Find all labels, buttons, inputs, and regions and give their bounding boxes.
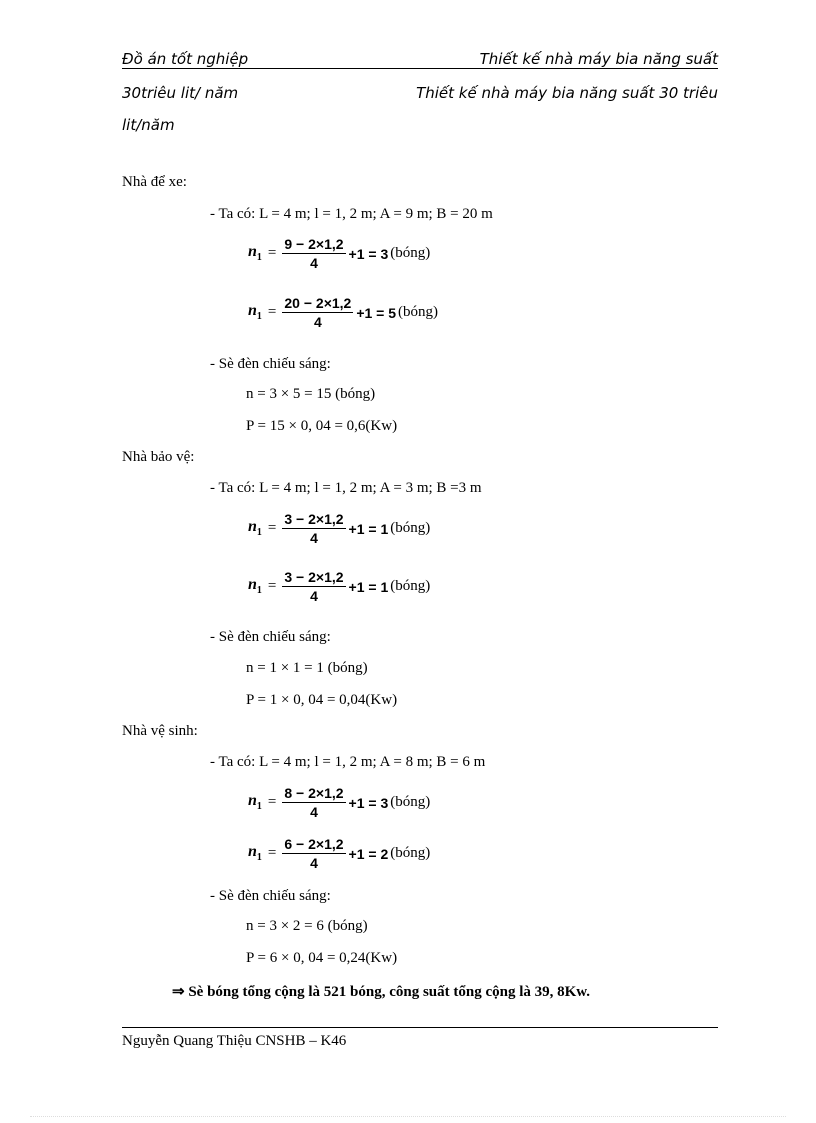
equals-sign: = xyxy=(267,245,277,261)
header-rule xyxy=(122,68,718,69)
section-title: Nhà vệ sinh: xyxy=(122,723,198,739)
formula-unit: (bóng) xyxy=(390,845,431,861)
fraction xyxy=(282,836,345,871)
formula-unit: (bóng) xyxy=(390,245,431,261)
footer-author: Nguyễn Quang Thiệu CNSHB – K46 xyxy=(122,1033,347,1049)
fraction xyxy=(282,236,345,271)
section-title: Nhà để xe: xyxy=(122,174,187,190)
formula-result: +1 = 1 xyxy=(348,520,389,537)
fraction-denominator: 4 xyxy=(313,314,322,330)
fraction-numerator: 8 − 2×1,2 xyxy=(284,785,344,801)
formula-symbol: $n_1$ xyxy=(248,792,262,813)
lights-label: - Sè đèn chiếu sáng: xyxy=(210,629,331,645)
header-line3: lit/năm xyxy=(122,116,175,134)
header-right: Thiết kế nhà máy bia năng suất xyxy=(479,50,718,68)
formula-result: +1 = 3 xyxy=(348,245,389,262)
formula-result: +1 = 2 xyxy=(348,845,389,862)
equals-sign: = xyxy=(267,304,277,320)
footer-rule xyxy=(122,1027,718,1028)
fraction-numerator: 3 − 2×1,2 xyxy=(284,569,344,585)
header-left: Đồ án tốt nghiệp xyxy=(122,50,249,68)
conclusion: ⇒ Sè bóng tổng cộng là 521 bóng, công suất tổng cộng là 39, 8Kw. xyxy=(172,984,591,1000)
equals-sign: = xyxy=(267,520,277,536)
formula-result: +1 = 5 xyxy=(356,304,397,321)
formula xyxy=(248,569,430,604)
equals-sign: = xyxy=(267,845,277,861)
formula-result: +1 = 1 xyxy=(348,578,389,595)
power-line: P = 1 × 0, 04 = 0,04(Kw) xyxy=(246,692,398,708)
formula xyxy=(248,511,430,546)
fraction-numerator: 6 − 2×1,2 xyxy=(284,836,344,852)
equals-sign: = xyxy=(267,794,277,810)
lights-label: - Sè đèn chiếu sáng: xyxy=(210,356,331,372)
given-values: - Ta có: L = 4 m; l = 1, 2 m; A = 8 m; B = 6 m xyxy=(210,754,486,770)
formula xyxy=(248,295,438,330)
fraction-numerator: 9 − 2×1,2 xyxy=(284,236,344,252)
power-line: P = 6 × 0, 04 = 0,24(Kw) xyxy=(246,950,398,966)
fraction-denominator: 4 xyxy=(310,530,318,546)
formula-symbol: $n_1$ xyxy=(248,302,262,323)
formula xyxy=(248,236,430,271)
fraction-denominator: 4 xyxy=(310,855,318,871)
equals-sign: = xyxy=(267,578,277,594)
power-line: P = 15 × 0, 04 = 0,6(Kw) xyxy=(246,418,398,434)
formula-symbol: $n_1$ xyxy=(248,243,262,264)
fraction xyxy=(282,295,353,330)
light-count: n = 3 × 2 = 6 (bóng) xyxy=(246,918,368,934)
formula-unit: (bóng) xyxy=(390,520,431,536)
lights-label: - Sè đèn chiếu sáng: xyxy=(210,888,331,904)
page-edge-divider xyxy=(30,1116,786,1117)
formula-unit: (bóng) xyxy=(390,794,431,810)
fraction-numerator: 3 − 2×1,2 xyxy=(284,511,344,527)
fraction xyxy=(282,785,345,820)
light-count: n = 1 × 1 = 1 (bóng) xyxy=(246,660,368,676)
fraction-denominator: 4 xyxy=(310,255,318,271)
formula-symbol: $n_1$ xyxy=(248,576,262,597)
given-values: - Ta có: L = 4 m; l = 1, 2 m; A = 9 m; B = 20 m xyxy=(210,206,493,222)
formula-symbol: $n_1$ xyxy=(248,843,262,864)
light-count: n = 3 × 5 = 15 (bóng) xyxy=(246,386,376,402)
formula xyxy=(248,836,430,871)
fraction-denominator: 4 xyxy=(310,804,318,820)
given-values: - Ta có: L = 4 m; l = 1, 2 m; A = 3 m; B =3 m xyxy=(210,480,482,496)
header-line2-left: 30triêu lit/ năm xyxy=(122,84,239,102)
fraction-numerator: 20 − 2×1,2 xyxy=(284,295,352,311)
formula-unit: (bóng) xyxy=(390,578,431,594)
header-line2-right: Thiết kế nhà máy bia năng suất 30 triêu xyxy=(416,84,718,102)
fraction xyxy=(282,569,345,604)
fraction-denominator: 4 xyxy=(310,588,318,604)
fraction xyxy=(282,511,345,546)
formula xyxy=(248,785,430,820)
section-title: Nhà bảo vệ: xyxy=(122,449,195,465)
formula-result: +1 = 3 xyxy=(348,794,389,811)
formula-symbol: $n_1$ xyxy=(248,518,262,539)
formula-unit: (bóng) xyxy=(398,304,439,320)
